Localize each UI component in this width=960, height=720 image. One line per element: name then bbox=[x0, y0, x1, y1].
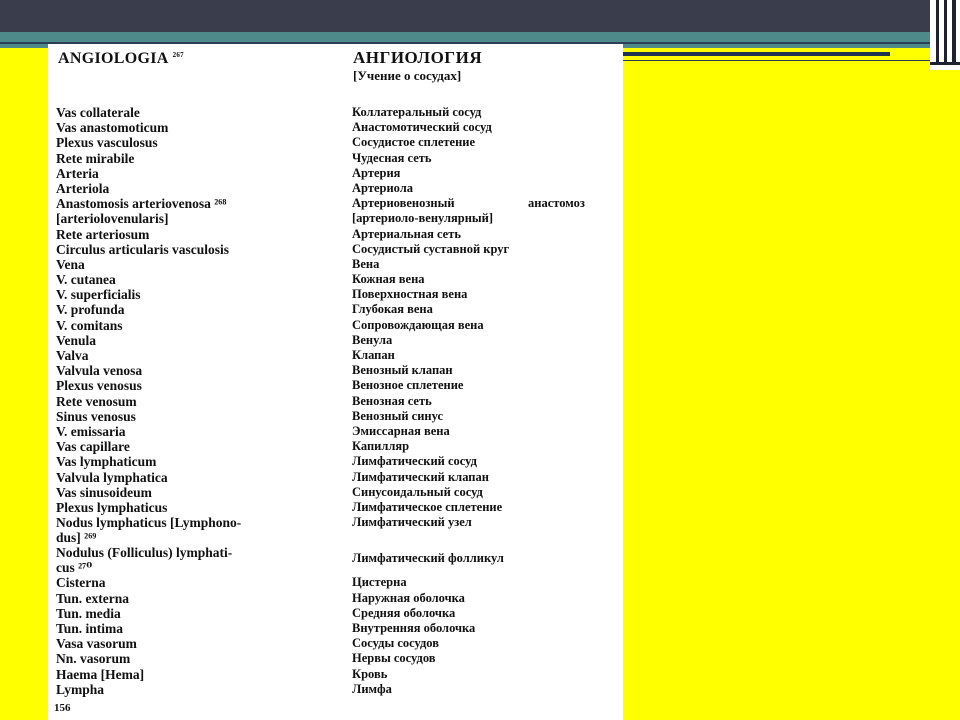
russian-term: Кровь bbox=[352, 666, 388, 681]
term-row bbox=[48, 302, 623, 317]
latin-term: V. profunda bbox=[56, 302, 125, 318]
russian-term: Эмиссарная вена bbox=[352, 423, 450, 438]
scanned-page bbox=[48, 44, 623, 720]
latin-term: Nodulus (Folliculus) lymphati- bbox=[56, 545, 233, 561]
russian-term: Клапан bbox=[352, 348, 395, 362]
russian-term: Лимфатический сосуд bbox=[352, 454, 477, 469]
term-row bbox=[48, 439, 623, 454]
corner-line bbox=[930, 62, 960, 65]
term-row bbox=[48, 424, 623, 439]
term-row bbox=[48, 166, 623, 181]
russian-term: Чудесная сеть bbox=[352, 150, 432, 165]
latin-term: Vas capillare bbox=[56, 439, 130, 455]
latin-term: Vas collaterale bbox=[56, 105, 140, 120]
term-row bbox=[48, 105, 623, 120]
term-row bbox=[48, 667, 623, 682]
term-row bbox=[48, 454, 623, 469]
term-row bbox=[48, 621, 623, 636]
latin-term: Plexus vasculosus bbox=[56, 135, 158, 151]
russian-term: Венозная сеть bbox=[352, 393, 432, 408]
term-row bbox=[48, 272, 623, 287]
russian-term: Цистерна bbox=[352, 575, 407, 590]
term-row bbox=[48, 120, 623, 135]
russian-term: Артериовенозный bbox=[352, 196, 455, 211]
term-row bbox=[48, 257, 623, 272]
top-dark-band bbox=[0, 0, 960, 32]
latin-term: Cisterna bbox=[56, 575, 106, 591]
russian-term: Венозное сплетение bbox=[352, 378, 464, 393]
term-row bbox=[48, 333, 623, 348]
term-row bbox=[48, 363, 623, 378]
latin-term: Arteriola bbox=[56, 180, 110, 196]
latin-term: V. comitans bbox=[56, 317, 123, 333]
latin-term: Vena bbox=[56, 256, 85, 272]
term-row bbox=[48, 318, 623, 333]
latin-term: Plexus lymphaticus bbox=[56, 499, 168, 515]
latin-term: Tun. media bbox=[56, 605, 121, 621]
russian-term: Лимфатический фолликул bbox=[352, 551, 504, 566]
russian-term: Венозный клапан bbox=[352, 363, 453, 378]
term-row bbox=[48, 378, 623, 393]
term-row bbox=[48, 515, 623, 530]
russian-term: Лимфатическое сплетение bbox=[352, 499, 503, 514]
latin-term: Arteria bbox=[56, 165, 99, 181]
russian-term: Сопровождающая вена bbox=[352, 317, 484, 332]
term-row bbox=[48, 348, 623, 363]
russian-term: Капилляр bbox=[352, 439, 410, 454]
term-row bbox=[48, 651, 623, 666]
latin-term: V. superficialis bbox=[56, 287, 141, 303]
latin-term: Haema [Hema] bbox=[56, 666, 145, 682]
russian-term: Лимфа bbox=[352, 681, 392, 696]
russian-subheading: [Учение о сосудах] bbox=[353, 68, 462, 83]
corner-line bbox=[944, 0, 947, 64]
russian-term: Венозный синус bbox=[352, 408, 444, 423]
term-row bbox=[48, 545, 623, 575]
term-row bbox=[48, 470, 623, 485]
latin-term: Anastomosis arteriovenosa ²⁶⁸ bbox=[56, 196, 227, 212]
latin-heading bbox=[58, 50, 184, 68]
russian-term: Артериола bbox=[352, 180, 414, 195]
latin-term: Lympha bbox=[56, 681, 105, 697]
russian-term-extra: анастомоз bbox=[528, 196, 585, 211]
latin-term: Plexus venosus bbox=[56, 378, 142, 394]
term-row bbox=[48, 211, 623, 226]
russian-term: Наружная оболочка bbox=[352, 590, 465, 605]
russian-term: Вена bbox=[352, 256, 380, 271]
russian-term: Сосудистое сплетение bbox=[352, 135, 476, 150]
latin-title: ANGIOLOGIA bbox=[58, 50, 169, 67]
russian-term: Внутренняя оболочка bbox=[352, 621, 476, 635]
russian-term: Артерия bbox=[352, 165, 401, 180]
latin-term: Nodus lymphaticus [Lymphono- bbox=[56, 515, 242, 531]
latin-term: Tun. externa bbox=[56, 590, 130, 606]
russian-term: Анастомотический сосуд bbox=[352, 120, 492, 135]
russian-heading: АНГИОЛОГИЯ bbox=[353, 48, 483, 67]
term-row bbox=[48, 287, 623, 302]
latin-term: Rete venosum bbox=[56, 393, 137, 409]
russian-term: Кожная вена bbox=[352, 272, 425, 287]
latin-term: Circulus articularis vasculosis bbox=[56, 241, 230, 257]
decorative-rule-thin bbox=[622, 60, 942, 61]
russian-term: Лимфатический клапан bbox=[352, 469, 489, 484]
latin-term: Tun. intima bbox=[56, 621, 124, 636]
latin-term: Rete mirabile bbox=[56, 150, 135, 166]
latin-term: Sinus venosus bbox=[56, 408, 136, 424]
page-number: 156 bbox=[54, 702, 71, 714]
term-row bbox=[48, 181, 623, 196]
russian-term: Коллатеральный сосуд bbox=[352, 105, 482, 119]
russian-term: Поверхностная вена bbox=[352, 287, 468, 302]
term-row bbox=[48, 151, 623, 166]
russian-term: Глубокая вена bbox=[352, 302, 433, 317]
term-row bbox=[48, 135, 623, 150]
russian-term: [артериоло-венулярный] bbox=[352, 211, 494, 226]
latin-term: Venula bbox=[56, 332, 97, 348]
term-row bbox=[48, 227, 623, 242]
corner-line bbox=[936, 0, 939, 64]
russian-term: Венула bbox=[352, 332, 393, 347]
term-row bbox=[48, 500, 623, 515]
latin-term: [arteriolovenularis] bbox=[56, 211, 169, 227]
term-row bbox=[48, 575, 623, 590]
latin-term: Valva bbox=[56, 348, 89, 363]
latin-term: Vasa vasorum bbox=[56, 636, 137, 652]
term-row bbox=[48, 591, 623, 606]
term-row bbox=[48, 196, 623, 211]
term-row bbox=[48, 242, 623, 257]
term-row bbox=[48, 394, 623, 409]
russian-term: Лимфатический узел bbox=[352, 515, 472, 530]
latin-term: Valvula venosa bbox=[56, 363, 143, 379]
latin-term: dus] ²⁶⁹ bbox=[56, 530, 97, 546]
footnote-mark: 267 bbox=[172, 50, 184, 59]
latin-term: Rete arteriosum bbox=[56, 226, 150, 242]
term-row bbox=[48, 636, 623, 651]
russian-term: Артериальная сеть bbox=[352, 226, 461, 241]
latin-term: V. emissaria bbox=[56, 423, 126, 439]
russian-term: Синусоидальный сосуд bbox=[352, 484, 483, 499]
russian-term: Нервы сосудов bbox=[352, 651, 436, 666]
latin-term: V. cutanea bbox=[56, 272, 116, 288]
decorative-rule bbox=[622, 52, 890, 56]
latin-term: Valvula lymphatica bbox=[56, 469, 168, 485]
latin-term: Vas sinusoideum bbox=[56, 484, 152, 500]
latin-term: Nn. vasorum bbox=[56, 651, 131, 667]
russian-term: Сосуды сосудов bbox=[352, 636, 439, 651]
latin-term: Vas anastomoticum bbox=[56, 120, 169, 136]
russian-term: Сосудистый суставной круг bbox=[352, 241, 510, 256]
corner-line bbox=[952, 0, 956, 64]
term-row bbox=[48, 606, 623, 621]
term-row bbox=[48, 409, 623, 424]
term-row bbox=[48, 682, 623, 697]
term-row bbox=[48, 485, 623, 500]
term-list bbox=[48, 105, 623, 697]
term-row bbox=[48, 530, 623, 545]
latin-term-continued: cus ²⁷⁰ bbox=[56, 560, 93, 576]
russian-term: Средняя оболочка bbox=[352, 605, 456, 620]
latin-term: Vas lymphaticum bbox=[56, 454, 157, 470]
